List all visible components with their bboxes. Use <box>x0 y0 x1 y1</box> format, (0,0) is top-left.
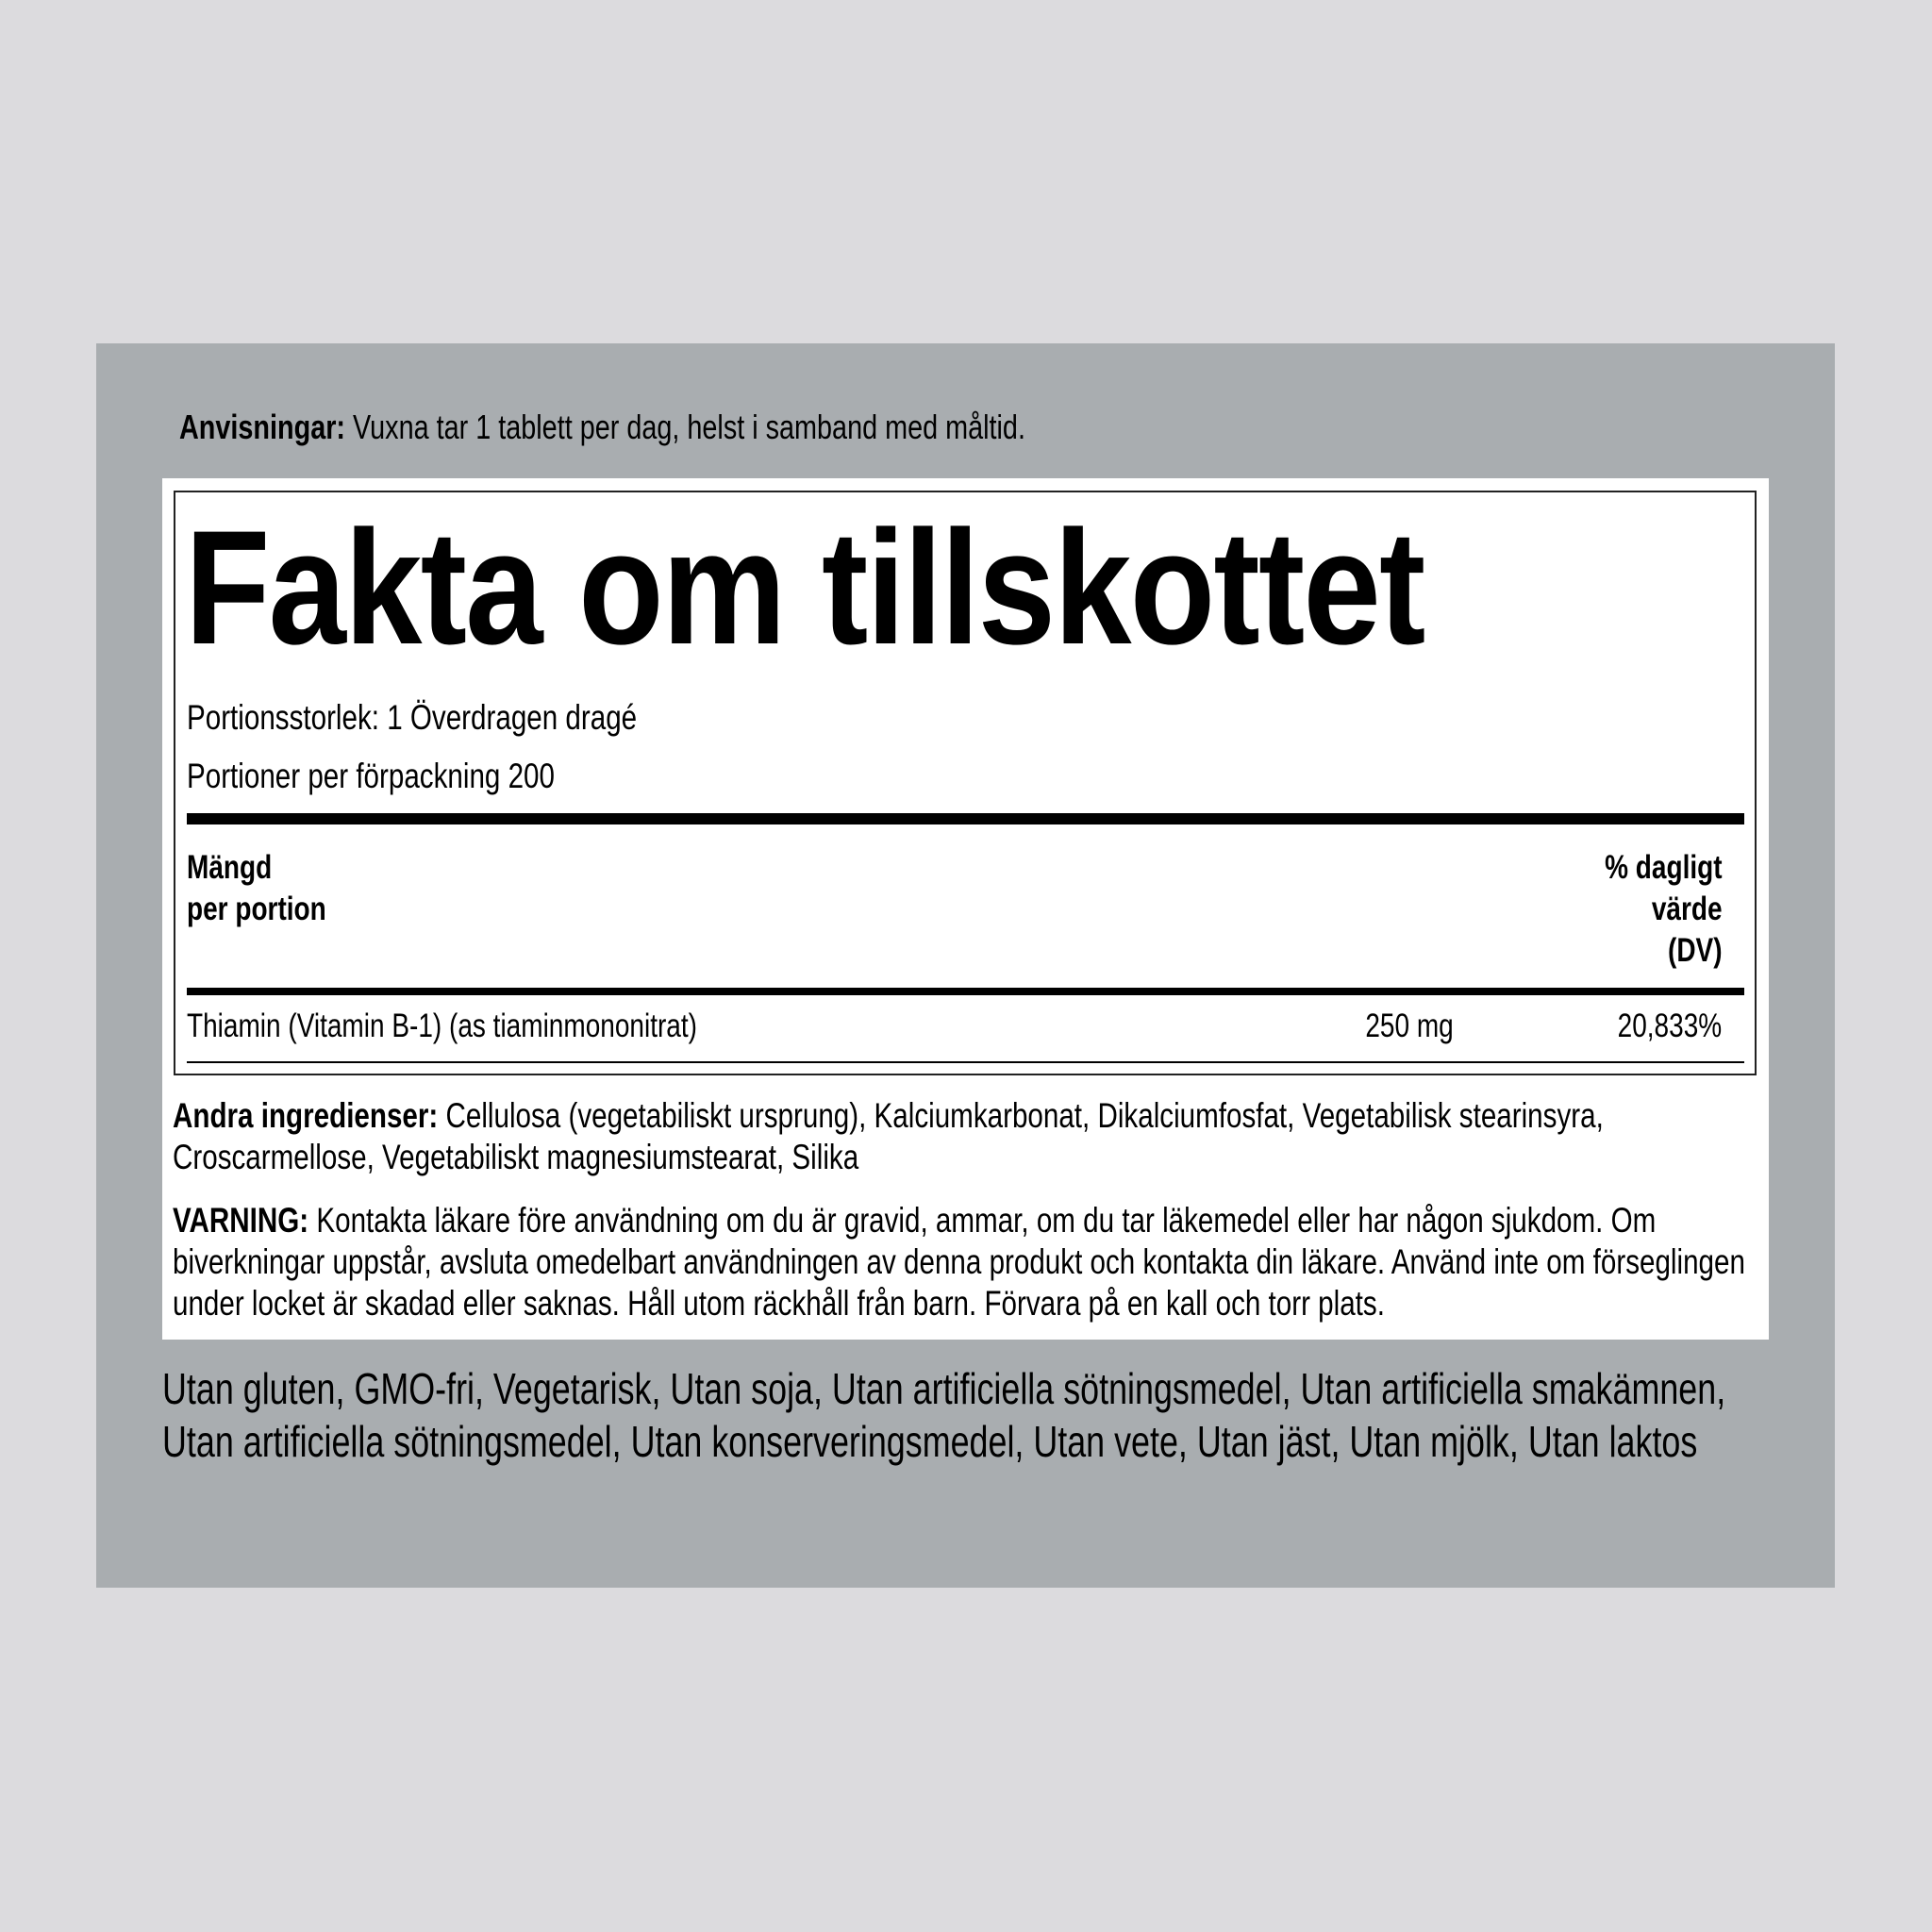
other-ingredients-label: Andra ingredienser: <box>173 1096 439 1135</box>
directions-label: Anvisningar: <box>179 408 346 446</box>
nutrient-amount: 250 mg <box>1365 1008 1454 1044</box>
dv-header <box>1606 847 1723 972</box>
nutrient-name: Thiamin (Vitamin B-1) (as tiaminmononitrat) <box>187 1008 697 1044</box>
divider-thin <box>187 1061 1744 1063</box>
directions-text: Vuxna tar 1 tablett per dag, helst i samband med måltid. <box>345 408 1025 446</box>
serving-size: Portionsstorlek: 1 Överdragen dragé <box>187 698 638 737</box>
dv-header-line3: (DV) <box>1668 932 1723 969</box>
nutrient-dv: 20,833% <box>1617 1008 1722 1044</box>
warning-label: VARNING: <box>173 1201 309 1240</box>
facts-title: Fakta om tillskottet <box>185 497 1424 678</box>
other-ingredients <box>173 1095 1765 1178</box>
warning <box>173 1200 1765 1324</box>
divider-thick <box>187 813 1744 824</box>
directions <box>179 408 1025 447</box>
dv-header-line2: värde <box>1652 891 1723 927</box>
dv-header-line1: % dagligt <box>1605 849 1723 886</box>
amount-header-line2: per portion <box>187 891 326 927</box>
warning-text: Kontakta läkare före användning om du är gravid, ammar, om du tar läkemedel eller har någon sjukdom. Om biverkningar uppstår, avsluta omedelbart användningen av denna produkt och kontakta din läkare. Använd inte om förseglingen under locket är skadad eller saknas. Håll utom räckhåll från barn. Förvara på en kall och torr plats. <box>173 1201 1745 1323</box>
divider-medium <box>187 988 1744 995</box>
amount-header <box>187 847 326 930</box>
other-ingredients-text: Cellulosa (vegetabiliskt ursprung), Kalciumkarbonat, Dikalciumfosfat, Vegetabilisk stearinsyra, Croscarmellose, Vegetabiliskt magnesiumstearat, Silika <box>173 1096 1604 1176</box>
amount-header-line1: Mängd <box>187 849 273 886</box>
free-from-claims: Utan gluten, GMO-fri, Vegetarisk, Utan soja, Utan artificiella sötningsmedel, Utan artificiella smakämnen, Utan artificiella sötningsmedel, Utan konserveringsmedel, Utan vete, Utan jäst, Utan mjölk, Utan laktos <box>162 1364 1726 1466</box>
servings-per-container: Portioner per förpackning 200 <box>187 757 555 795</box>
